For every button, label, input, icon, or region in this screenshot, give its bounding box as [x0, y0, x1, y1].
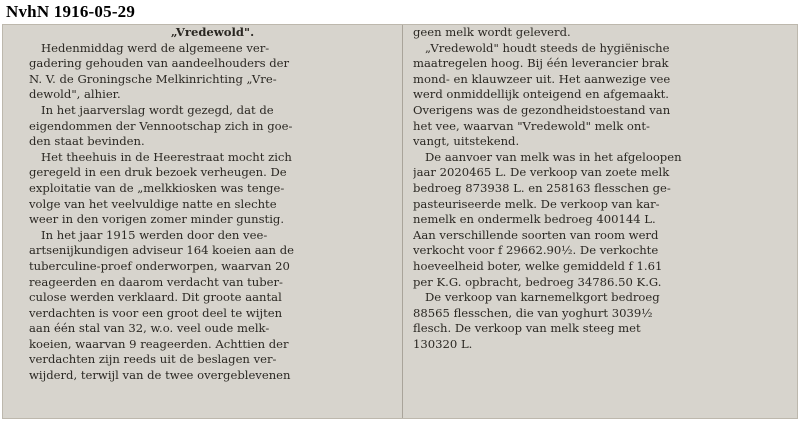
text-line: werd onmiddellijk onteigend en afgemaakt.: [413, 87, 669, 102]
text-line: Het theehuis in de Heerestraat mocht zich: [41, 149, 292, 164]
text-line: gadering gehouden van aandeelhouders der: [29, 56, 290, 71]
text-line: maatregelen hoog. Bij één leverancier brak: [413, 56, 669, 71]
text-line: wijderd, terwijl van de twee overgeblevenen: [29, 368, 291, 383]
text-line: verdachten is voor een groot deel te wijten: [29, 305, 283, 320]
text-line: 130320 L.: [413, 336, 473, 351]
text-line: per K.G. opbracht, bedroeg 34786.50 K.G.: [413, 274, 662, 289]
text-line: tuberculine-proef onderworpen, waarvan 20: [29, 258, 290, 273]
column-divider: [402, 25, 403, 418]
text-line: De aanvoer van melk was in het afgeloopen: [425, 149, 682, 164]
text-line: artsenijkundigen adviseur 164 koeien aan de: [29, 243, 294, 258]
text-line: Overigens was de gezondheidstoestand van: [413, 102, 671, 117]
text-line: den staat bevinden.: [29, 134, 145, 149]
text-line: In het jaar 1915 werden door den vee-: [41, 227, 268, 242]
right-column: [413, 25, 781, 418]
left-column: [29, 25, 396, 418]
text-line: reageerden en daarom verdacht van tuber-: [29, 274, 283, 289]
text-line: verkocht voor f 29662.90½. De verkochte: [413, 243, 659, 258]
text-line: hoeveelheid boter, welke gemiddeld f 1.61: [413, 258, 663, 273]
text-line: Aan verschillende soorten van room werd: [413, 227, 659, 242]
text-line: pasteuriseerde melk. De verkoop van kar-: [413, 196, 660, 211]
text-line: dewold", alhier.: [29, 87, 121, 102]
text-line: In het jaarverslag wordt gezegd, dat de: [41, 102, 274, 117]
text-line: culose werden verklaard. Dit groote aantal: [29, 290, 282, 305]
text-line: eigendommen der Vennootschap zich in goe-: [29, 118, 293, 133]
text-line: geen melk wordt geleverd.: [413, 25, 571, 39]
text-line: flesch. De verkoop van melk steeg met: [413, 321, 641, 336]
text-line: Hedenmiddag werd de algemeene ver-: [41, 40, 270, 55]
text-line: N. V. de Groningsche Melkinrichting „Vre-: [29, 71, 277, 86]
text-line: exploitatie van de „melkkiosken was tenge-: [29, 180, 285, 195]
text-line: aan één stal van 32, w.o. veel oude melk-: [29, 321, 270, 336]
text-line: jaar 2020465 L. De verkoop van zoete melk: [413, 165, 670, 180]
article-title: „Vredewold".: [170, 25, 255, 39]
text-line: mond- en klauwzeer uit. Het aanwezige vee: [413, 71, 671, 86]
text-line: De verkoop van karnemelkgort bedroeg: [425, 290, 660, 305]
clipping-source-date: NvhN 1916-05-29: [6, 2, 136, 21]
text-line: vangt, uitstekend.: [413, 134, 520, 149]
text-line: weer in den vorigen zomer minder gunstig.: [29, 212, 285, 227]
text-line: nemelk en ondermelk bedroeg 400144 L.: [413, 212, 656, 227]
text-line: volge van het veelvuldige natte en slechte: [29, 196, 277, 211]
newspaper-clipping: [2, 24, 798, 419]
text-line: 88565 flesschen, die van yoghurt 3039½: [413, 305, 653, 320]
text-line: geregeld in een druk bezoek verheugen. De: [29, 165, 287, 180]
text-line: het vee, waarvan "Vredewold" melk ont-: [413, 118, 650, 133]
text-line: „Vredewold" houdt steeds de hygiënische: [425, 40, 670, 55]
text-line: koeien, waarvan 9 reageerden. Achttien der: [29, 336, 289, 351]
text-line: verdachten zijn reeds uit de beslagen ver-: [29, 352, 277, 367]
text-line: bedroeg 873938 L. en 258163 flesschen ge-: [413, 180, 671, 195]
